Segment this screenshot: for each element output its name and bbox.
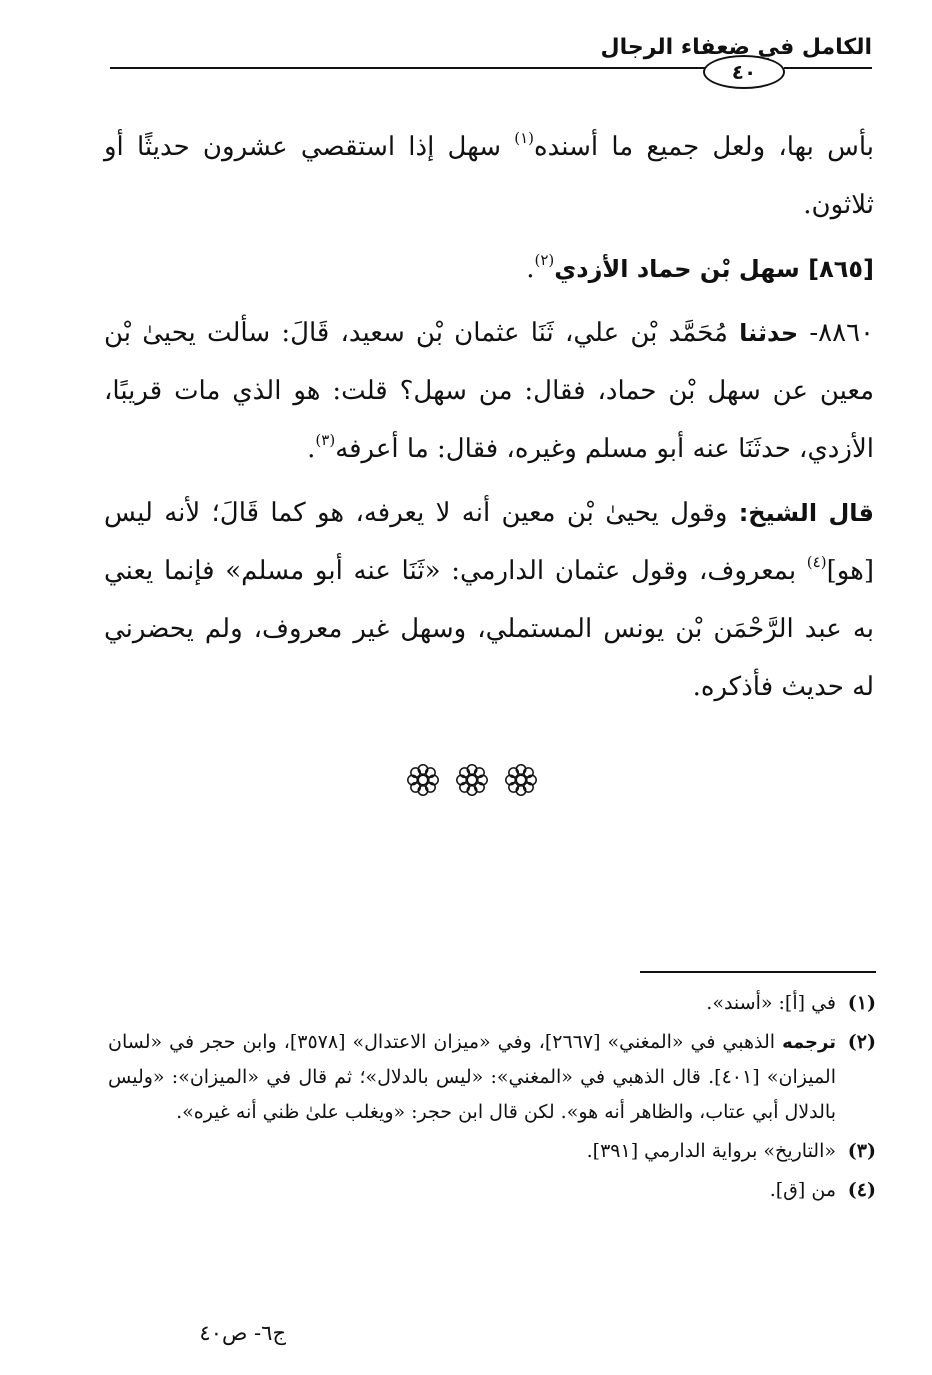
footnote-ref-3[interactable]: (٣) (315, 431, 336, 450)
section-ornament (404, 758, 540, 802)
shaykh-text-2: بمعروف، وقول عثمان الدارمي: «ثَنَا عنه أبو مسلم» فإنما يعني به عبد الرَّحْمَن بْن يونس المستملي، وسهل غير معروف، ولم يحضرني له حديث فأذكره. (104, 556, 874, 702)
main-text (104, 118, 874, 722)
page-number-badge (703, 55, 785, 89)
footnote-number: (١) (847, 992, 876, 1014)
hadith-number: ٨٨٦٠- (809, 318, 875, 348)
footnote-lead-word: ترجمه (782, 1032, 836, 1053)
footnote-number: (٣) (847, 1140, 876, 1162)
volume-page-reference: ج٦- ص٤٠ (199, 1321, 286, 1345)
footnote-number: (٤) (847, 1179, 876, 1201)
hadith-text: مُحَمَّد بْن علي، ثَنَا عثمان بْن سعيد، قَالَ: سألت يحيىٰ بْن معين عن سهل بْن حماد، فقال: من سهل؟ قلت: هو الذي مات قريبًا، الأزدي، حدثَنَا عنه أبو مسلم وغيره، فقال: ما أعرفه (104, 318, 874, 464)
hadith-text-end: . (307, 434, 316, 464)
footnote-2 (108, 1025, 876, 1130)
footnote-3 (108, 1134, 876, 1169)
continuation-text-end: سهل إذا استقصي عشرون حديثًا أو ثلاثون. (104, 132, 874, 220)
shaykh-lead-word: قال الشيخ: (738, 499, 874, 527)
entry-heading-end: . (526, 254, 535, 284)
hadith-paragraph (104, 304, 874, 478)
footnote-number: (٢) (847, 1031, 876, 1053)
footnote-text: في [أ]: «أسند». (706, 992, 836, 1014)
footnote-text: «التاريخ» برواية الدارمي [٣٩١]. (586, 1140, 836, 1162)
footnote-1 (108, 986, 876, 1021)
shaykh-text-1: وقول يحيىٰ بْن معين أنه لا يعرفه، هو كما قَالَ؛ لأنه ليس [هو] (104, 498, 874, 586)
rosette-ornament-icon (453, 761, 491, 799)
entry-heading: [٨٦٥] سهل بْن حماد الأزدي (554, 255, 874, 283)
footnote-ref-4[interactable]: (٤) (806, 553, 827, 572)
continuation-paragraph (104, 118, 874, 234)
footnote-ref-1[interactable]: (١) (514, 129, 534, 148)
footnote-text (108, 1025, 836, 1130)
header-rule-left (110, 67, 705, 69)
footnote-text: من [ق]. (769, 1179, 836, 1201)
hadith-lead-word: حدثنا (739, 319, 799, 347)
page-number: ٤٠ (731, 60, 757, 84)
footnote-ref-2[interactable]: (٢) (534, 251, 555, 270)
running-title: الكامل في ضعفاء الرجال (600, 35, 872, 60)
rosette-ornament-icon (502, 761, 540, 799)
footnotes (108, 986, 876, 1212)
continuation-text: بأس بها، ولعل جميع ما أسنده (534, 132, 874, 162)
footnote-4 (108, 1173, 876, 1208)
header-rule-right (784, 67, 872, 69)
rosette-ornament-icon (404, 761, 442, 799)
shaykh-paragraph (104, 484, 874, 716)
footnote-separator (640, 971, 876, 973)
entry-heading-paragraph (104, 240, 874, 298)
footnote-body: الذهبي في «المغني» [٢٦٦٧]، وفي «ميزان الاعتدال» [٣٥٧٨]، وابن حجر في «لسان الميزان» [٤٠١]. قال الذهبي في «المغني»: «ليس بالدلال»؛ ثم قال في «الميزان»: «وليس بالدلال أبي عتاب، والظاهر أنه هو». لكن قال ابن حجر: «ويغلب علىٰ ظني أنه غيره». (108, 1031, 837, 1123)
